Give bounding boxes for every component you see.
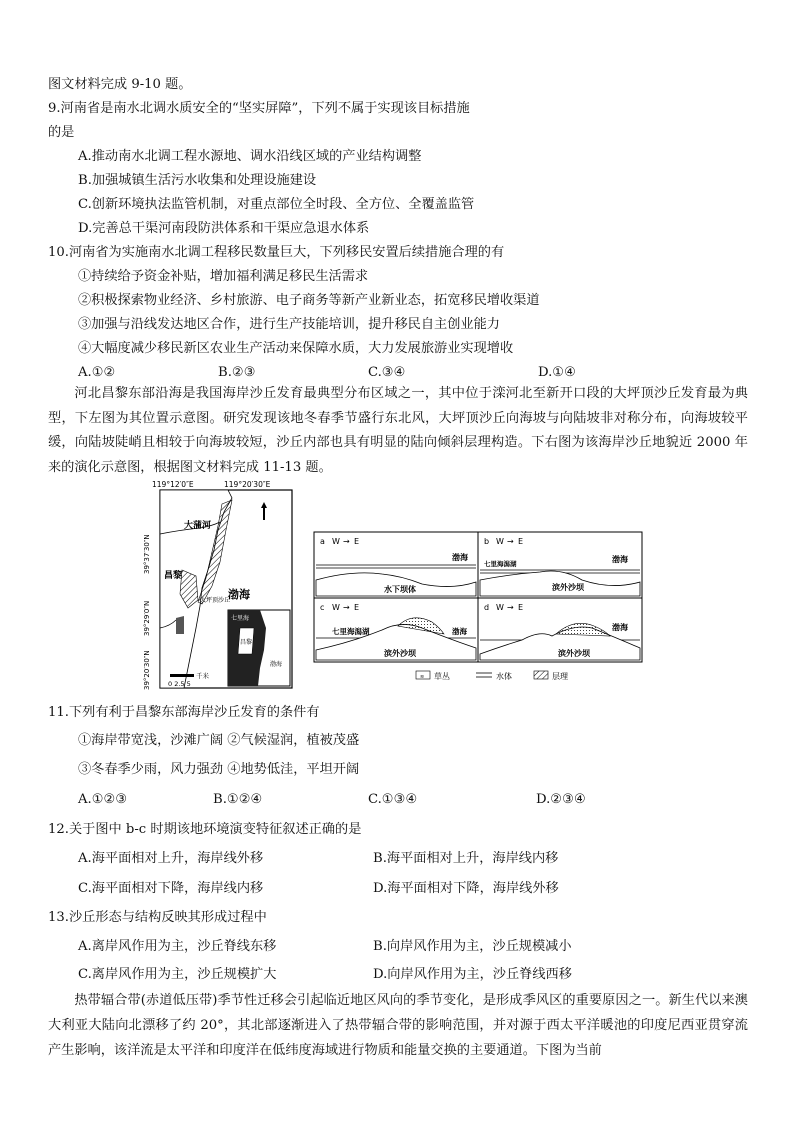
- svg-text:W: W: [332, 603, 340, 612]
- q11-option-c: C.①③④: [368, 792, 418, 807]
- lat-label-1: 39°37′30″N: [143, 534, 151, 574]
- q10-option-d: D.①④: [538, 365, 576, 380]
- legend-bedding: 层理: [552, 672, 568, 681]
- panel-c-label-bar: 滨外沙坝: [384, 649, 416, 658]
- q13-option-b: B.向岸风作用为主，沙丘规模减小: [373, 939, 572, 954]
- inset-label-changli: 昌黎: [240, 639, 253, 646]
- q9-option-b: B.加强城镇生活污水收集和处理设施建设: [78, 173, 317, 188]
- svg-text:E: E: [518, 603, 524, 612]
- label-dune: 大坪顶沙丘: [200, 597, 231, 604]
- panel-d-label-sea: 渤海: [612, 623, 628, 632]
- legend: [416, 671, 568, 681]
- q10-item-2: ②积极探索物业经济、乡村旅游、电子商务等新产业新业态，拓宽移民增收渠道: [78, 293, 540, 308]
- q12-stem: 12.关于图中 b-c 时期该地环境演变特征叙述正确的是: [48, 822, 362, 837]
- label-bohai: 渤海: [228, 588, 250, 601]
- inset-label-bohai: 渤海: [270, 661, 283, 668]
- svg-text:→: →: [507, 603, 514, 612]
- panel-d-tag: d: [484, 603, 490, 612]
- panel-b-tag: b: [484, 537, 490, 546]
- svg-text:→: →: [343, 603, 350, 612]
- q11-stem: 11.下列有利于昌黎东部海岸沙丘发育的条件有: [48, 705, 320, 720]
- q10-item-3: ③加强与沿线发达地区合作，进行生产技能培训，提升移民自主创业能力: [78, 317, 500, 332]
- q10-option-b: B.②③: [218, 365, 256, 380]
- panel-c-tag: c: [320, 603, 325, 612]
- lat-label-2: 39°29′0″N: [143, 600, 151, 636]
- panel-a-tag: a: [320, 537, 325, 546]
- panel-d-label-bar: 滨外沙坝: [558, 649, 590, 658]
- q10-item-1: ①持续给予资金补贴，增加福利满足移民生活需求: [78, 269, 369, 284]
- lon-label-1: 119°12′0″E: [152, 480, 194, 489]
- scale-text: 0 2.5 5: [168, 680, 191, 688]
- inset-label-qilihai: 七里海: [231, 615, 250, 622]
- q12-option-a: A.海平面相对上升，海岸线外移: [78, 851, 264, 866]
- q13-option-a: A.离岸风作用为主，沙丘脊线东移: [78, 939, 277, 954]
- svg-text:→: →: [343, 537, 350, 546]
- q13-option-c: C.离岸风作用为主，沙丘规模扩大: [78, 967, 277, 982]
- q12-option-d: D.海平面相对下降，海岸线外移: [373, 881, 559, 896]
- q10-option-a: A.①②: [78, 365, 116, 380]
- q13-stem: 13.沙丘形态与结构反映其形成过程中: [48, 910, 267, 925]
- legend-grass: 草丛: [434, 672, 450, 681]
- location-map: [140, 478, 300, 693]
- q10-stem: 10.河南省为实施南水北调工程移民数量巨大，下列移民安置后续措施合理的有: [48, 245, 505, 260]
- q9-stem: 9.河南省是南水北调水质安全的“坚实屏障”，下列不属于实现该目标措施: [48, 101, 470, 116]
- q11-option-d: D.②③④: [536, 792, 586, 807]
- svg-text:E: E: [354, 603, 360, 612]
- q9-option-c: C.创新环境执法监管机制，对重点部位全时段、全方位、全覆盖监管: [78, 197, 475, 212]
- label-dapuhe: 大蒲河: [184, 521, 212, 531]
- panel-c-label-lagoon: 七里海潟湖: [332, 627, 370, 636]
- panel-a-label-bar: 水下坝体: [384, 585, 416, 594]
- svg-text:→: →: [507, 537, 514, 546]
- panel-b-label-bar: 滨外沙坝: [552, 583, 584, 592]
- svg-text:W: W: [496, 603, 504, 612]
- panel-a-label-sea: 渤海: [452, 553, 468, 562]
- q11-items-2: ③冬春季少雨，风力强劲 ④地势低洼，平坦开阔: [78, 762, 360, 777]
- svg-text:E: E: [354, 537, 360, 546]
- panel-c-label-sea: 渤海: [452, 627, 467, 636]
- q10-item-4: ④大幅度减少移民新区农业生产活动来保障水质，大力发展旅游业实现增收: [78, 341, 514, 356]
- lon-label-2: 119°20′30″E: [224, 480, 271, 489]
- evolution-diagram: [312, 530, 646, 688]
- legend-water: 水体: [496, 672, 512, 681]
- svg-text:W: W: [332, 537, 340, 546]
- label-changli: 昌黎: [164, 571, 183, 581]
- passage-11-13: 河北昌黎东部沿海是我国海岸沙丘发育最典型分布区域之一，其中位于滦河北至新开口段的大坪顶沙丘发育最为典型，下左图为其位置示意图。研究发现该地冬春季节盛行东北风，大坪顶沙丘向海坡与向陆坡非对称分布，向海坡较平缓，向陆坡陡峭且相较于向海坡较短，沙丘内部也具有明显的陆向倾斜层理构造。下右图为该海岸沙丘地貌近 2000 年来的演化示意图，根据图文材料完成 11-13 题。: [48, 386, 748, 475]
- scale-unit: 千米: [196, 672, 209, 680]
- q12-option-b: B.海平面相对上升，海岸线内移: [373, 851, 559, 866]
- svg-text:≋: ≋: [420, 674, 425, 680]
- panel-b-label-sea: 渤海: [612, 555, 628, 564]
- passage-next: 热带辐合带(赤道低压带)季节性迁移会引起临近地区风向的季节变化，是形成季风区的重要原因之一。新生代以来澳大利亚大陆向北漂移了约 20°，其北部逐渐进入了热带辐合带的影响范围，并对源于西太平洋暖池的印度尼西亚贯穿流产生影响，该洋流是太平洋和印度洋在低纬度海域进行物质和能量交换的主要通道。下图为当前: [48, 993, 748, 1058]
- svg-text:E: E: [518, 537, 524, 546]
- q11-items-1: ①海岸带宽浅，沙滩广阔 ②气候湿润，植被茂盛: [78, 733, 360, 748]
- q9-option-a: A.推动南水北调工程水源地、调水沿线区域的产业结构调整: [78, 149, 422, 164]
- q11-option-a: A.①②③: [78, 792, 128, 807]
- intro-line: 图文材料完成 9-10 题。: [48, 77, 192, 92]
- svg-text:W: W: [496, 537, 504, 546]
- q11-option-b: B.①②④: [213, 792, 263, 807]
- panel-b-label-lagoon: 七里海潟湖: [484, 560, 517, 568]
- q13-option-d: D.向岸风作用为主，沙丘脊线西移: [373, 967, 572, 982]
- q9-stem-cont: 的是: [48, 125, 75, 140]
- q9-option-d: D.完善总干渠河南段防洪体系和干渠应急退水体系: [78, 221, 370, 236]
- q12-option-c: C.海平面相对下降，海岸线内移: [78, 881, 264, 896]
- lat-label-3: 39°20′30″N: [143, 650, 151, 690]
- q10-option-c: C.③④: [368, 365, 406, 380]
